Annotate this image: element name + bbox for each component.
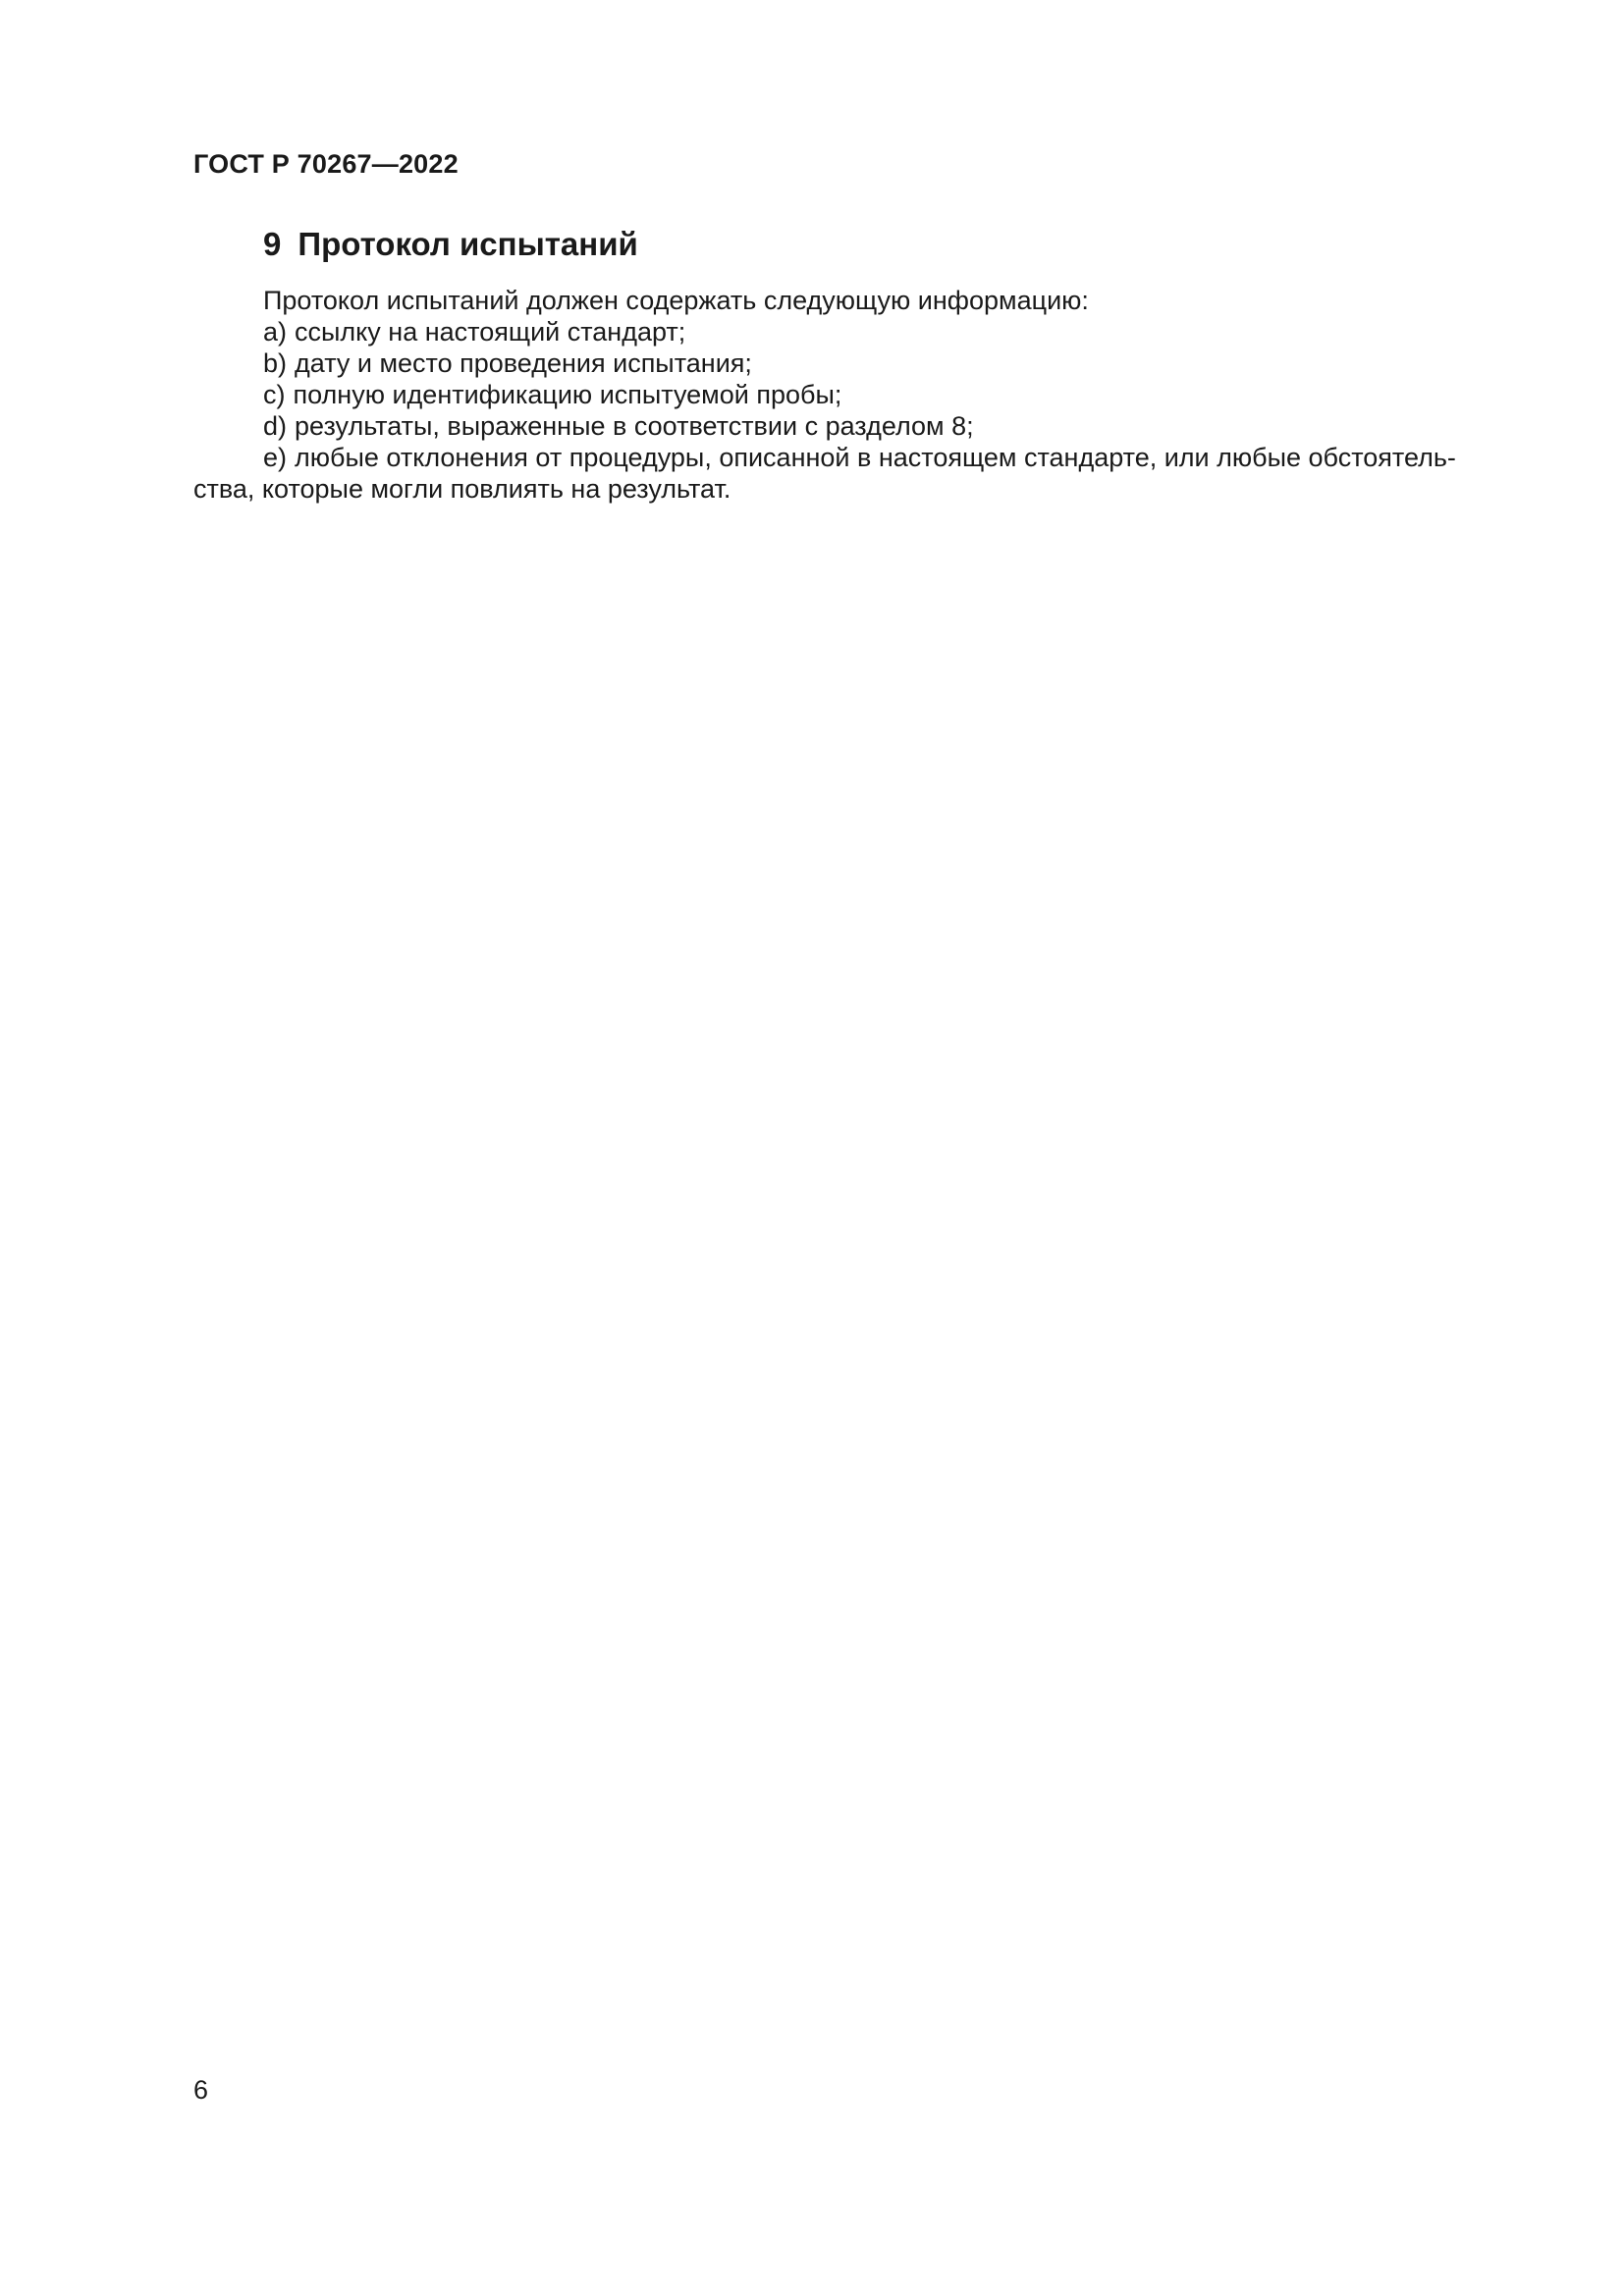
list-item-letter: c): [263, 380, 286, 409]
page-number: 6: [193, 2075, 209, 2105]
section-title: Протокол испытаний: [298, 226, 638, 262]
list-item-text: результаты, выраженные в соответствии с разделом 8;: [295, 411, 974, 441]
list-item-letter: d): [263, 411, 288, 441]
list-item-text: дату и место проведения испытания;: [295, 348, 752, 378]
list-item: [193, 316, 1514, 347]
section-number: 9: [263, 226, 282, 262]
list-item-letter: e): [263, 443, 288, 472]
intro-paragraph: Протокол испытаний должен содержать следующую информацию:: [263, 286, 1089, 315]
list-item-continuation: ства, которые могли повлиять на результат.: [193, 474, 731, 504]
list-item-text: любые отклонения от процедуры, описанной в настоящем стандарте, или любые обстоятель-: [295, 443, 1456, 472]
list-item: [193, 410, 1514, 442]
list-item: [193, 379, 1514, 410]
list-item: [193, 442, 1514, 473]
list-item-letter: b): [263, 348, 288, 378]
list-item-letter: a): [263, 317, 288, 347]
section-heading: [263, 225, 638, 264]
list-item-text: ссылку на настоящий стандарт;: [295, 317, 686, 347]
standard-code-header: ГОСТ Р 70267—2022: [193, 149, 459, 179]
list-item: [193, 347, 1514, 379]
list-item-text: полную идентификацию испытуемой пробы;: [293, 380, 842, 409]
section-body: [193, 285, 1514, 505]
